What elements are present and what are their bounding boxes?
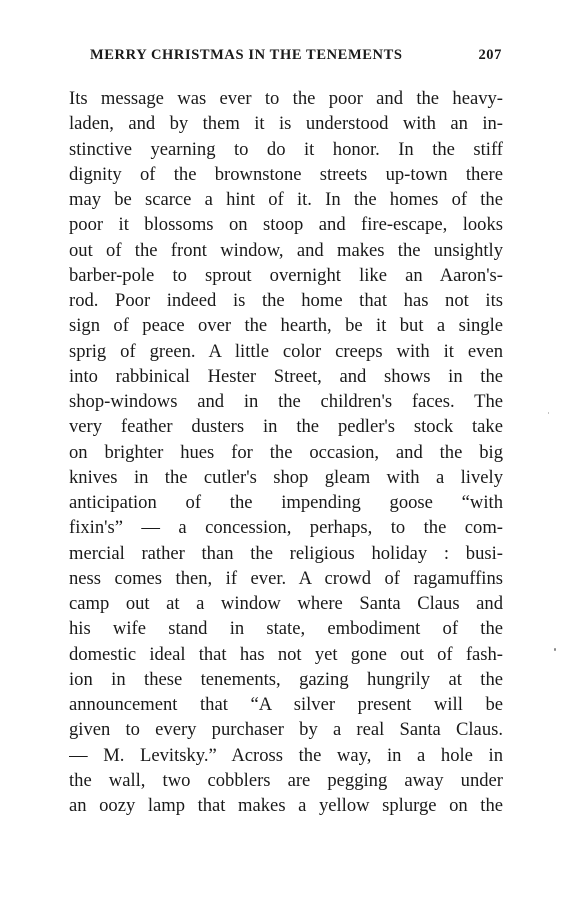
text-line: mercial rather than the religious holiday : busi-	[69, 542, 503, 564]
text-line: sign of peace over the hearth, be it but a single	[69, 315, 503, 337]
text-line: his wife stand in state, embodiment of the	[69, 618, 503, 640]
text-line: announcement that “A silver present will be	[69, 694, 503, 715]
text-line: on brighter hues for the occasion, and the big	[69, 441, 503, 463]
text-line: may be scarce a hint of it. In the homes of the	[69, 189, 503, 210]
text-line: the wall, two cobblers are pegging away under	[69, 769, 503, 791]
text-line: given to every purchaser by a real Santa Claus.	[69, 719, 503, 741]
text-line: knives in the cutler's shop gleam with a lively	[69, 466, 503, 488]
page-number: 207	[478, 47, 502, 63]
text-line: domestic ideal that has not yet gone out of fash-	[69, 643, 503, 665]
text-line: into rabbinical Hester Street, and shows in the	[69, 365, 503, 387]
text-line: shop-windows and in the children's faces. The	[69, 391, 503, 412]
paper-speck	[548, 412, 549, 414]
text-line: an oozy lamp that makes a yellow splurge on the	[69, 795, 503, 816]
text-line: anticipation of the impending goose “with	[69, 492, 503, 513]
paper-speck	[554, 648, 556, 651]
text-line: poor it blossoms on stoop and fire-escape, looks	[69, 214, 503, 236]
text-line: sprig of green. A little color creeps with it even	[69, 340, 503, 362]
running-head-title: MERRY CHRISTMAS IN THE TENEMENTS	[90, 47, 403, 63]
text-line: laden, and by them it is understood with an in-	[69, 113, 503, 135]
text-line: ion in these tenements, gazing hungrily at the	[69, 668, 503, 690]
text-line: very feather dusters in the pedler's stock take	[69, 416, 503, 438]
body-paragraph	[69, 86, 503, 818]
text-line: — M. Levitsky.” Across the way, in a hole in	[69, 744, 503, 766]
running-head	[90, 47, 502, 67]
text-line: dignity of the brownstone streets up-town there	[69, 163, 503, 185]
text-line: camp out at a window where Santa Claus and	[69, 593, 503, 614]
text-line: ness comes then, if ever. A crowd of ragamuffins	[69, 567, 503, 589]
text-line: fixin's” — a concession, perhaps, to the com-	[69, 517, 503, 539]
text-line: barber-pole to sprout overnight like an Aaron's-	[69, 264, 503, 286]
text-line: rod. Poor indeed is the home that has not its	[69, 290, 503, 311]
text-line: stinctive yearning to do it honor. In the stiff	[69, 138, 503, 160]
text-line: Its message was ever to the poor and the heavy-	[69, 88, 503, 109]
text-line: out of the front window, and makes the unsightly	[69, 239, 503, 261]
